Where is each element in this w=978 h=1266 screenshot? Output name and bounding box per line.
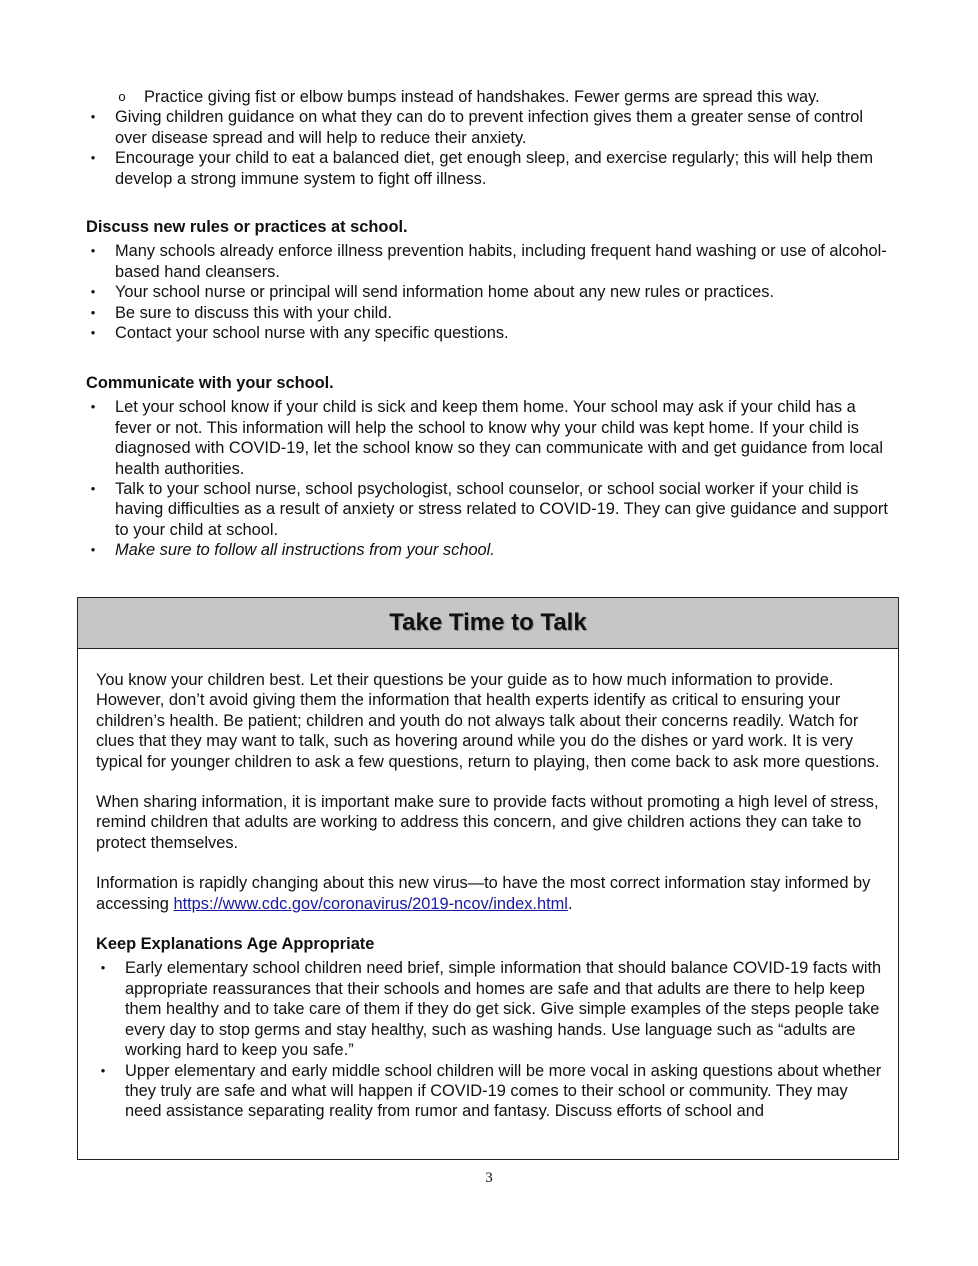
bullet-icon: • xyxy=(90,304,96,320)
rules-list xyxy=(86,241,896,343)
rules-heading: Discuss new rules or practices at school. xyxy=(86,218,408,236)
bullet-icon: • xyxy=(100,960,106,976)
list-item-text: Encourage your child to eat a balanced diet, get enough sleep, and exercise regularly; this will help them develop a strong immune system to fight off illness. xyxy=(115,149,874,188)
list-item xyxy=(86,479,896,540)
top-bullet-list xyxy=(86,107,896,189)
list-item xyxy=(86,107,896,148)
bullet-icon: • xyxy=(90,481,96,497)
age-appropriate-heading: Keep Explanations Age Appropriate xyxy=(96,935,375,954)
talk-paragraph-text: Information is rapidly changing about this new virus—to have the most correct information stay informed by accessing xyxy=(96,874,871,913)
talk-paragraph: When sharing information, it is important make sure to provide facts without promoting a high level of stress, remind children that adults are working to address this concern, and give children actions they can take to protect themselves. xyxy=(96,793,879,852)
communicate-heading: Communicate with your school. xyxy=(86,374,334,392)
list-item xyxy=(96,1061,888,1122)
hollow-bullet-icon: o xyxy=(118,89,126,104)
list-item xyxy=(86,397,896,479)
bullet-icon: • xyxy=(90,399,96,415)
talk-paragraph-end: . xyxy=(567,894,573,913)
list-item xyxy=(86,241,896,282)
cdc-link[interactable]: https://www.cdc.gov/coronavirus/2019-ncov/index.html xyxy=(173,894,568,913)
bullet-icon: • xyxy=(90,150,96,166)
bullet-icon: • xyxy=(90,325,96,341)
bullet-icon: • xyxy=(90,542,96,558)
list-item-text: Contact your school nurse with any specific questions. xyxy=(115,324,509,343)
bullet-icon: • xyxy=(90,109,96,125)
list-item xyxy=(86,148,896,189)
page-number: 3 xyxy=(485,1170,493,1186)
list-item-text: Early elementary school children need brief, simple information that should balance COVID-19 facts with appropriate reassurances that their schools and homes are safe and that adults are there to help keep them healthy and to take care of them if they do get sick. Give simple examples of the steps people take every day to stop germs and stay healthy, such as washing hands. Use language such as “adults are working hard to keep you safe.” xyxy=(125,959,882,1060)
list-item-text: Talk to your school nurse, school psychologist, school counselor, or school social worker if your child is having difficulties as a result of anxiety or stress related to COVID-19. They can give guidance and support to your child at school. xyxy=(115,480,888,539)
sub-list-item xyxy=(115,87,896,107)
list-item xyxy=(86,540,896,560)
list-item xyxy=(96,958,888,1060)
talk-paragraph-with-link xyxy=(96,873,888,914)
list-item xyxy=(86,323,896,343)
list-item-text: Many schools already enforce illness prevention habits, including frequent hand washing or use of alcohol-based hand cleansers. xyxy=(115,242,887,281)
list-item-text: Giving children guidance on what they can do to prevent infection gives them a greater sense of control over disease spread and will help to reduce their anxiety. xyxy=(115,108,864,147)
list-item-text: Upper elementary and early middle school children will be more vocal in asking questions about whether they truly are safe and what will happen if COVID-19 comes to their school or community. They may need assistance separating reality from rumor and fantasy. Discuss efforts of school and xyxy=(125,1061,882,1121)
talk-box-body xyxy=(78,649,898,1122)
top-list-section xyxy=(86,87,896,189)
bullet-icon: • xyxy=(90,284,96,300)
list-item xyxy=(86,303,896,323)
list-item-text: Make sure to follow all instructions from your school. xyxy=(115,541,495,560)
list-item-text: Your school nurse or principal will send information home about any new rules or practices. xyxy=(115,283,775,302)
bullet-icon: • xyxy=(100,1062,106,1078)
list-item-text: Be sure to discuss this with your child. xyxy=(115,303,392,322)
communicate-list xyxy=(86,397,896,560)
list-item xyxy=(86,282,896,302)
communicate-section xyxy=(86,373,896,561)
talk-paragraph: You know your children best. Let their questions be your guide as to how much information to provide. However, don’t avoid giving them the information that health experts identify as critical to ensuring your children’s health. Be patient; children and youth do not always talk about their concerns readily. Watch for clues that they may want to talk, such as hovering around while you do the dishes or yard work. It is very typical for younger children to ask a few questions, return to playing, then come back to ask more questions. xyxy=(96,671,880,771)
bullet-icon: • xyxy=(90,243,96,259)
sub-list-item-text: Practice giving fist or elbow bumps instead of handshakes. Fewer germs are spread this way. xyxy=(144,88,820,106)
rules-section xyxy=(86,217,896,343)
age-appropriate-list xyxy=(96,958,888,1121)
talk-box-title: Take Time to Talk xyxy=(78,598,898,649)
list-item-text: Let your school know if your child is sick and keep them home. Your school may ask if your child has a fever or not. This information will help the school to know why your child was kept home. If your child is diagnosed with COVID-19, let the school know so they can communicate with and get guidance from local health authorities. xyxy=(115,398,884,478)
take-time-to-talk-box xyxy=(77,597,899,1160)
